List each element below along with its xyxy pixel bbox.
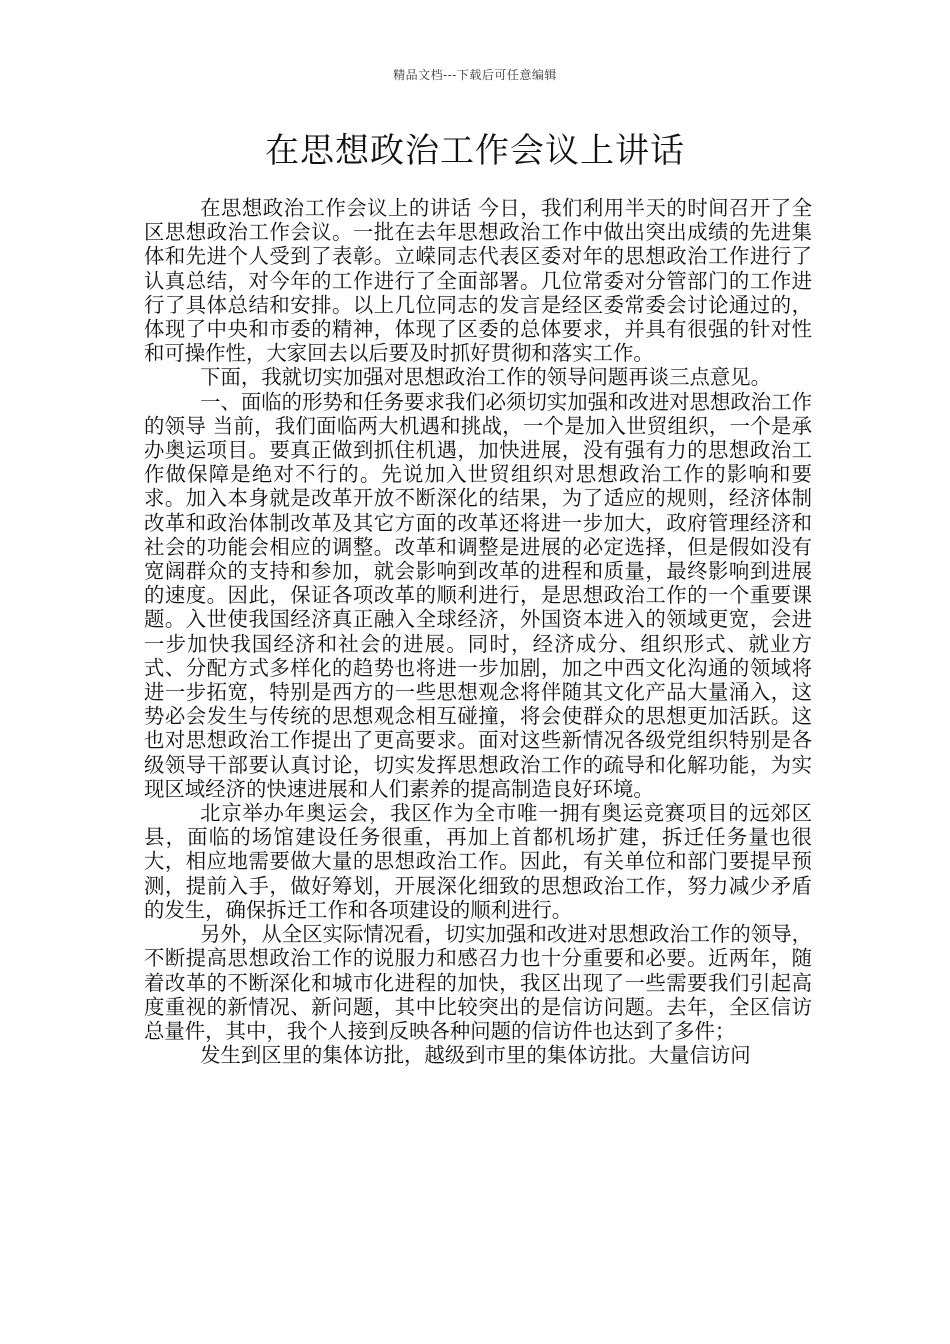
paragraph-6: 发生到区里的集体访批，越级到市里的集体访批。大量信访问 [200, 1043, 751, 1068]
document-title: 在思想政治工作会议上讲话 [265, 131, 685, 171]
paragraph-2: 下面，我就切实加强对思想政治工作的领导问题再谈三点意见。 [200, 365, 772, 390]
document-body [144, 196, 812, 1067]
header-note: 精品文档---下载后可任意编辑 [393, 68, 557, 82]
paragraph-1: 在思想政治工作会议上的讲话 今日，我们利用半天的时间召开了全区思想政治工作会议。一批在去年思想政治工作中做出突出成绩的先进集体和先进个人受到了表彰。立嵘同志代表区委对年的思想政治工作进行了认真总结，对今年的工作进行了全面部署。几位常委对分管部门的工作进行了具体总结和安排。以上几位同志的发言是经区委常委会讨论通过的，体现了中央和市委的精神，体现了区委的总体要求，并具有很强的针对性和可操作性，大家回去以后要及时抓好贯彻和落实工作。 [144, 196, 812, 366]
paragraph-5: 另外，从全区实际情况看，切实加强和改进对思想政治工作的领导，不断提高思想政治工作的说服力和感召力也十分重要和必要。近两年，随着改革的不断深化和城市化进程的加快，我区出现了一些需要我们引起高度重视的新情况、新问题，其中比较突出的是信访问题。去年，全区信访总量件，其中，我个人接到反映各种问题的信访件也达到了多件； [144, 922, 812, 1043]
paragraph-3: 一、面临的形势和任务要求我们必须切实加强和改进对思想政治工作的领导 当前，我们面临两大机遇和挑战，一个是加入世贸组织，一个是承办奥运项目。要真正做到抓住机遇，加快进展，没有强有力的思想政治工作做保障是绝对不行的。先说加入世贸组织对思想政治工作的影响和要求。加入本身就是改革开放不断深化的结果，为了适应的规则，经济体制改革和政治体制改革及其它方面的改革还将进一步加大，政府管理经济和社会的功能会相应的调整。改革和调整是进展的必定选择，但是假如没有宽阔群众的支持和参加，就会影响到改革的进程和质量，最终影响到进展的速度。因此，保证各项改革的顺利进行，是思想政治工作的一个重要课题。入世使我国经济真正融入全球经济，外国资本进入的领域更宽，会进一步加快我国经济和社会的进展。同时，经济成分、组织形式、就业方式、分配方式多样化的趋势也将进一步加剧，加之中西文化沟通的领域将进一步拓宽，特别是西方的一些思想观念将伴随其文化产品大量涌入，这势必会发生与传统的思想观念相互碰撞，将会使群众的思想更加活跃。这也对思想政治工作提出了更高要求。面对这些新情况各级党组织特别是各级领导干部要认真讨论，切实发挥思想政治工作的疏导和化解功能，为实现区域经济的快速进展和人们素养的提高制造良好环境。 [144, 389, 812, 801]
paragraph-4: 北京举办年奥运会，我区作为全市唯一拥有奥运竞赛项目的远郊区县，面临的场馆建设任务很重，再加上首都机场扩建，拆迁任务量也很大，相应地需要做大量的思想政治工作。因此，有关单位和部门要提早预测，提前入手，做好筹划，开展深化细致的思想政治工作，努力减少矛盾的发生，确保拆迁工作和各项建设的顺利进行。 [144, 801, 812, 922]
